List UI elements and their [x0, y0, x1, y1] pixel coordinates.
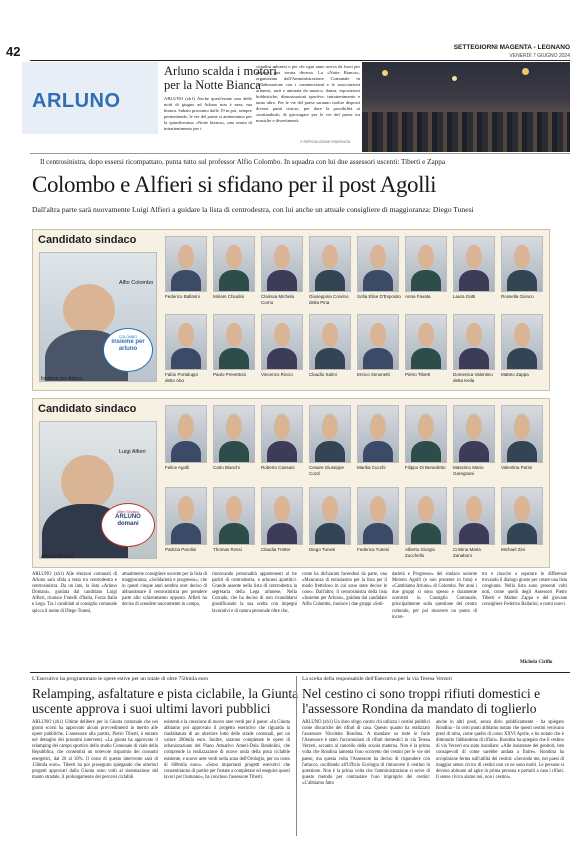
member-name: Michael Zini	[501, 547, 526, 552]
main-headline: Colombo e Alfieri si sfidano per il post Agolli	[32, 172, 437, 197]
member-photo	[213, 405, 255, 463]
bottom-column-divider	[296, 676, 297, 836]
insieme-logo	[103, 328, 153, 372]
divider-bottom	[30, 672, 570, 673]
member-photo	[501, 236, 543, 292]
member-name: Massimo Mario Garegnani	[453, 465, 484, 476]
member-name: Roberto Cassani	[261, 465, 295, 470]
main-story-col-1: ARLUNO (zh1) Alle elezioni comunali di Arluno sarà sfida a testa tra centrodestra e centrosinistra. Da un lato, la lista «Arluno Domani», guidata dal candidato Luigi Alfieri, riunisce Fratelli d'Italia, Forza Italia e Lega. Tra i candidati al consiglio comunale spicca il nome di Diego Tunesi,	[32, 572, 117, 614]
insieme-logo-top: COLOMBO	[119, 335, 137, 339]
header-rule	[30, 60, 570, 61]
main-story-col-5: darietà e Progresso» del sindaco uscente Moreno Agolli (e non presente in lista) e «Cambiamo Arluno» di Colombo. Per anni i due gruppi si sono spesso e duramente scontrati in Consiglio Comunale, principalmente sulla questione del centro culturale, per poi muovere un punto di incon-	[392, 572, 477, 620]
member-photo	[453, 487, 495, 545]
member-name: Matteo Zappa	[501, 372, 529, 377]
main-kicker: Il centrosinistra, dopo essersi ricompattato, punta tutto sul professor Alfio Colombo. In squadra con lui due assessori uscenti: Tiberti e Zappa	[40, 158, 446, 166]
top-story-credit: © RIPRODUZIONE RISERVATA	[300, 140, 351, 144]
member-name: Clarissa Michela Corno	[261, 294, 295, 305]
member-name: Alberto Giorgio Zucchello	[405, 547, 436, 558]
member-name: Miriam Chiodini	[213, 294, 245, 299]
member-photo	[357, 405, 399, 463]
colombo-name: Alfio Colombo	[119, 280, 154, 286]
member-photo	[309, 405, 351, 463]
member-photo	[357, 314, 399, 370]
main-story-col-4: come ha dichiarato facendosi da parte, una «Mancanza di entusiasmo per la lista per il modo frettoloso in cui sono state decise le cose». Dall'altro, il centrosinistra della lista «Insieme per Arluno», guidata dal candidato Alfio Colombo, riunisce i due gruppi «Soli-	[302, 572, 387, 608]
member-name: Giuseppina Corvino detta Pina	[309, 294, 349, 305]
member-name: Felice Agolli	[165, 465, 190, 470]
main-story-col-2: attualmente consigliere uscente per la lista di maggioranza, «Solidarietà e progresso», che in questi cinque anni sembra aver deciso di abbandonare il centrosinistra per prendere parte allo schieramento opposto. Alfieri ha deciso di scendere nuovamente in campo,	[122, 572, 207, 608]
insieme-logo-main: insieme per arluno	[111, 339, 145, 352]
section-rule	[30, 153, 570, 154]
member-photo	[165, 236, 207, 292]
page-number: 42	[6, 44, 21, 59]
candidate-panel-alfieri	[32, 398, 550, 568]
main-subtitle: Dall'altra parte sarà nuovamente Luigi Alfieri a guidare la lista di centrodestra, con lui anche un attuale consigliere di maggioranza: Diego Tunesi	[32, 205, 474, 214]
member-photo	[453, 314, 495, 370]
member-photo	[453, 236, 495, 292]
member-photo	[261, 405, 303, 463]
member-photo	[213, 314, 255, 370]
br-col1: ARLUNO (zh1) Un duro sfogo contro chi utilizza i cestini pubblici come discariche dei rifiuti di casa. Questo quanto ha realizzato l'assessore Nicoletta Rondina. A mandare su tutte le furie l'Assessore è stato l'accumularsi di rifiuti domestici in via Teresa Verzeri, accanto al cancello della scuola materna. Non è la prima volta che Rondina lamenta l'uso scorretto dei cestini per le vie del paese, ma questa volta l'Assessore ha deciso di rispondere con l'attacco, oscillendo all'Ufficio Ecologia di rimuovere il cestino in questione. Non è la prima volta che l'amministrazione si serve di questo metodo per contrastare l'uso improprio dei cestini: «L'abbiamo fatto	[302, 720, 430, 786]
domani-logo-main: ARLUNO domani	[115, 514, 141, 527]
bl-title-line2: uscente approva i suoi ultimi lavori pubblici	[32, 701, 271, 716]
member-photo	[405, 487, 447, 545]
member-name: Federico Ballarini	[165, 294, 200, 299]
section-label: ARLUNO	[32, 90, 121, 112]
member-photo	[357, 236, 399, 292]
top-title-line1: Arluno scalda i motori	[164, 64, 277, 78]
member-name: Pietro Tiberti	[405, 372, 431, 377]
member-photo	[165, 314, 207, 370]
bl-col1: ARLUNO (zh1) Ultime delibere per la Giunta comunale che nei giorni scorsi ha approvato alcuni provvedimenti in merito alle opere pubbliche. L'assessore alla partita, Pietro Tiberti, è entrato nel dettaglio dei prossimi interventi. «La giunta ha approvato il relamping del campo sportivo dello studio Comunale di viale della Repubblica, che consentirà un notevole risparmio dei consumi energetici, dal 20 al 30%. Il costo di questo intervento sarà di 150mila euro». Tiberti ha poi proseguito spiegando che ulteriori progetti approvati dalla Giunta sono volti al sistemazione del manto stradale, il prolungamento dei percorsi ciclabili	[32, 720, 158, 780]
notte-bianca-photo	[362, 62, 570, 152]
domani-logo-top: Alfieri Sindaco	[116, 510, 140, 514]
top-story-col1: ARLUNO (zh1) Anche quest'estate una delle notti di giugno ad Arluno non è nera, ma bianca. Sabato prossimo dalle 19 in poi, sempre permettendo, le vie del paese si animeranno per la quindicesima «Notte bianca», una serata di intrattenimento per i	[164, 96, 252, 131]
member-name: Vincenzo Riccio	[261, 372, 293, 377]
br-title-line1: Nel cestino ci sono troppi rifiuti domestici e	[302, 686, 541, 701]
member-photo	[261, 236, 303, 292]
member-name: Claudia Tretter	[261, 547, 291, 552]
member-photo	[213, 236, 255, 292]
member-photo	[261, 314, 303, 370]
candidate-panel-colombo	[32, 229, 550, 391]
main-story-col-3: rinnovando personalità appartenenti al tre partiti di centrodestra, e arlunesi apartitici. Grande assente nella lista di centrodestra la segretaria della Lega arlunese, Nella Corrado, che ha deciso di non ricandidarsi giustificando la sua scelta con impegni lavorativi e di natura personale oltre che,	[212, 572, 297, 614]
member-name: Cristina Maria Zanaboni	[453, 547, 481, 558]
member-photo	[165, 405, 207, 463]
bl-title	[32, 686, 302, 716]
member-name: Rossella Gionco	[501, 294, 534, 299]
section-band	[22, 62, 158, 134]
br-col2: anche in altri posti, senza dirlo pubblicamente - ha spiegato Rondina - In certi punti abbiamo notato che questi cestini venivano presi di mira, come quello di corso XXVI Aprile, e ho notato che è diminuito l'abbandono di rifiuti». Rondina ha spiegato che il cestino di via Verzeri era stato installato: «Alle insistenze dei genitori, ben consapevoli di come sarebbe andata a finire». Rondina ha un'opinione ferma sull'utilità dei cestini: «Secondo me, nei paesi di maggior senso civico di cestini non ce ne sono molti. Le persone si devono abituare ad agire in prima persona e portarli a casa i rifiuti. Il senso civico siamo noi, non i cestini».	[436, 720, 564, 780]
member-name: Thomas Rossi	[213, 547, 242, 552]
bl-title-line1: Relamping, asfaltature e pista ciclabile, la Giunta	[32, 686, 299, 701]
member-name: Anna Favata	[405, 294, 431, 299]
member-photo	[501, 487, 543, 545]
member-photo	[501, 314, 543, 370]
member-photo	[453, 405, 495, 463]
member-photo	[309, 487, 351, 545]
issue-date: VENERDÌ 7 GIUGNO 2024	[509, 53, 570, 59]
bl-kicker: L'Esecutivo ha programmato le opere estive per un totale di oltre 750mila euro	[32, 676, 209, 682]
member-name: Marika Cucchi	[357, 465, 386, 470]
member-photo	[213, 487, 255, 545]
bl-col2: esistenti e la creazione di nuove aree verdi per il paese: «In Giunta abbiamo poi approvato il progetto esecutivo che riguarda la riasfaltatura di un ulteriore lotto delle strade comunali, per un valore 200mila euro. Inoltre, saranno completate le opere di urbanizzazione del Piano Attuativo Ameri-Dola Rondolini, che comprende la realizzazione di nuove unità della pista ciclabile esistente, e nuove aree verdi nella zona dell'Orologio, per un costo di 600mila euro». «Sono importanti progetti esecutivi che consentiranno di partire per l'estate a completare ed eseguire questi lavori per l'autunno», ha concluso l'assessore Tiberti.	[164, 720, 290, 780]
br-kicker: La scelta della responsabile dell'Esecutivo per la via Teresa Verzeri	[302, 676, 452, 682]
top-title-line2: per la Notte Bianca	[164, 78, 261, 92]
member-photo	[261, 487, 303, 545]
member-photo	[405, 236, 447, 292]
alfieri-name: Luigi Alfieri	[119, 449, 146, 455]
member-name: Domenica Valentino detta Keila	[453, 372, 493, 383]
member-name: Valentina Parini	[501, 465, 533, 470]
masthead	[454, 44, 570, 60]
member-photo	[309, 314, 351, 370]
main-story-col-6: tro e riuscire a superare le differenze trovando il dialogo giusto per creare una lista congiunta. Nella lista sono presenti volti noti, come quelli degli Assessori Pietro Tiberti e Matteo Zappa e del giovane consigliere Federico Ballarini, e nomi nuovi.	[482, 572, 567, 608]
member-photo	[357, 487, 399, 545]
member-photo	[501, 405, 543, 463]
member-name: Sofia Elise D'Esposito	[357, 294, 401, 299]
member-name: Filippo Di Benedetto	[405, 465, 446, 470]
arluno-domani-logo	[101, 503, 155, 547]
br-title-line2: l'assessore Rondina da mandato di toglierlo	[302, 701, 537, 716]
member-name: Federica Tunesi	[357, 547, 390, 552]
top-story-col2: cittadini arlunesi e per chi ogni anno arriva da fuori per passare una serata diversa. La «Notte Bianca», organizzata dall'Amministrazione Comunale in collaborazione con i commercianti e le associazioni arlunesi, sarà e animata da musica, danza, esposizioni hobbistiche, dimostrazioni sportive, intrattenimento e tanto altro. Per le vie del paese saranno inoltre disposti diversi punti ristoro, per dare la possibilità ai «nottambuli» di girovagare per le vie del paese tra musiche e divertimenti.	[256, 64, 360, 123]
member-photo	[165, 487, 207, 545]
member-name: Diego Tunesi	[309, 547, 336, 552]
panel1-caption: Insieme per Arluno	[41, 376, 83, 382]
member-photo	[405, 314, 447, 370]
member-name: Patrizia Parolini	[165, 547, 197, 552]
br-title	[302, 686, 568, 716]
byline: Michela Cirillo	[520, 660, 553, 665]
member-name: Cesare Giuseppe Cozzi	[309, 465, 345, 476]
member-photo	[309, 236, 351, 292]
member-name: Paolo Prevettoni	[213, 372, 247, 377]
member-name: Claudio Salmi	[309, 372, 337, 377]
paper-name: SETTEGIORNI MAGENTA - LEGNANO	[453, 44, 570, 51]
member-name: Carlo Bianchi	[213, 465, 240, 470]
member-name: Enrico Simonetti	[357, 372, 390, 377]
panel1-heading: Candidato sindaco	[38, 234, 137, 246]
member-name: Laura Gatti	[453, 294, 476, 299]
panel2-heading: Candidato sindaco	[38, 403, 137, 415]
panel2-caption: Arluno domani	[41, 554, 74, 560]
member-photo	[405, 405, 447, 463]
member-name: Fabio Portaluppi detto Abo	[165, 372, 198, 383]
